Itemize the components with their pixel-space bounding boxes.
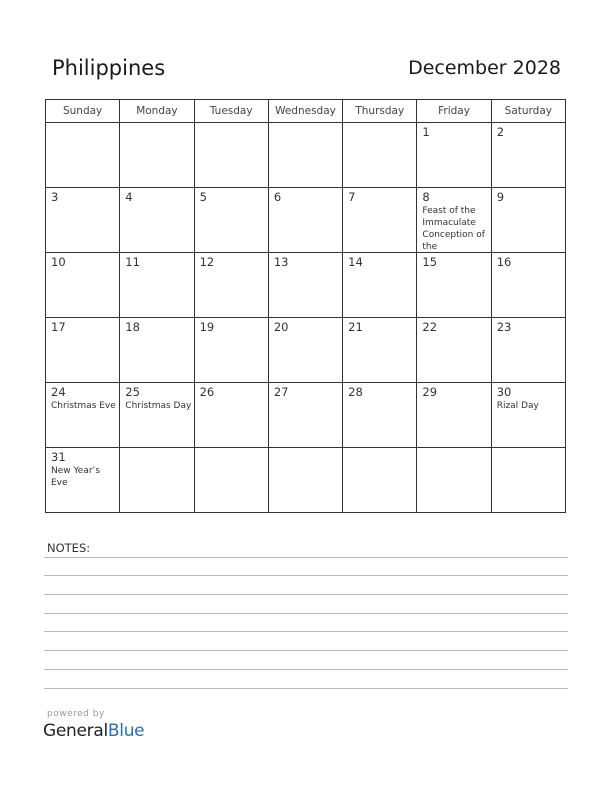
day-number: 7 bbox=[348, 190, 356, 204]
generalblue-logo[interactable] bbox=[43, 721, 144, 741]
note-line bbox=[44, 650, 568, 651]
day-cell bbox=[268, 318, 342, 383]
country-title: Philippines bbox=[52, 56, 166, 80]
day-cell bbox=[268, 448, 342, 513]
day-cell bbox=[268, 188, 342, 253]
day-cell bbox=[343, 383, 417, 448]
weekday-friday: Friday bbox=[417, 100, 491, 123]
weekday-thursday: Thursday bbox=[343, 100, 417, 123]
day-cell bbox=[268, 123, 342, 188]
day-number: 27 bbox=[273, 385, 289, 399]
day-number: 19 bbox=[199, 320, 215, 334]
week-row bbox=[46, 448, 566, 513]
day-number: 13 bbox=[273, 255, 289, 269]
day-cell bbox=[46, 448, 120, 513]
day-cell bbox=[46, 383, 120, 448]
logo-blue: Blue bbox=[107, 721, 145, 741]
day-cell bbox=[268, 383, 342, 448]
day-cell bbox=[417, 188, 491, 253]
day-number: 14 bbox=[348, 255, 363, 269]
day-cell bbox=[343, 253, 417, 318]
day-number: 22 bbox=[422, 320, 438, 334]
day-number: 25 bbox=[125, 385, 140, 399]
note-line bbox=[44, 631, 568, 632]
day-number: 5 bbox=[199, 190, 207, 204]
day-cell bbox=[491, 448, 565, 513]
day-number: 23 bbox=[496, 320, 512, 334]
day-number: 15 bbox=[422, 255, 438, 269]
day-cell bbox=[417, 318, 491, 383]
week-row bbox=[46, 383, 566, 448]
day-number: 21 bbox=[348, 320, 363, 334]
day-number: 12 bbox=[199, 255, 215, 269]
day-cell bbox=[343, 318, 417, 383]
note-line bbox=[44, 669, 568, 670]
month-title: December 2028 bbox=[408, 57, 561, 79]
day-cell bbox=[120, 253, 194, 318]
logo-general: General bbox=[43, 721, 108, 741]
day-number: 6 bbox=[273, 190, 282, 204]
holiday-label: Christmas Day bbox=[125, 401, 192, 411]
weekday-tuesday: Tuesday bbox=[194, 100, 268, 123]
day-cell bbox=[120, 318, 194, 383]
day-number: 10 bbox=[51, 255, 66, 269]
week-row bbox=[46, 318, 566, 383]
weekday-saturday: Saturday bbox=[491, 100, 565, 123]
note-line bbox=[44, 557, 568, 558]
holiday-clip bbox=[492, 399, 565, 447]
day-cell bbox=[491, 318, 565, 383]
day-number: 29 bbox=[422, 385, 438, 399]
day-cell bbox=[194, 123, 268, 188]
day-cell bbox=[46, 123, 120, 188]
holiday-clip bbox=[46, 464, 119, 512]
weekday-monday: Monday bbox=[120, 100, 194, 123]
calendar-body bbox=[46, 123, 566, 513]
holiday-label: Christmas Eve bbox=[51, 401, 116, 411]
day-cell bbox=[120, 383, 194, 448]
day-number: 2 bbox=[496, 125, 505, 139]
holiday-label: New Year’s Eve bbox=[51, 466, 101, 488]
day-cell bbox=[417, 383, 491, 448]
day-cell bbox=[194, 318, 268, 383]
day-cell bbox=[268, 253, 342, 318]
week-row bbox=[46, 123, 566, 188]
day-cell bbox=[491, 188, 565, 253]
week-row bbox=[46, 188, 566, 253]
powered-by-text: powered by bbox=[47, 709, 105, 719]
note-line bbox=[44, 594, 568, 595]
day-cell bbox=[417, 123, 491, 188]
day-cell bbox=[46, 318, 120, 383]
week-row bbox=[46, 253, 566, 318]
day-cell bbox=[46, 253, 120, 318]
day-cell bbox=[120, 448, 194, 513]
holiday-clip bbox=[120, 399, 193, 447]
day-number: 3 bbox=[51, 190, 59, 204]
day-cell bbox=[491, 253, 565, 318]
day-cell bbox=[120, 188, 194, 253]
day-cell bbox=[417, 253, 491, 318]
day-number: 30 bbox=[496, 385, 512, 399]
note-line bbox=[44, 575, 568, 576]
holiday-label: Feast of the Immaculate Conception of the bbox=[422, 206, 485, 252]
day-number: 4 bbox=[125, 190, 133, 204]
weekday-sunday: Sunday bbox=[46, 100, 120, 123]
day-cell bbox=[491, 383, 565, 448]
day-number: 17 bbox=[51, 320, 66, 334]
day-number: 20 bbox=[273, 320, 289, 334]
weekday-header-row bbox=[46, 100, 566, 123]
day-cell bbox=[194, 253, 268, 318]
day-cell bbox=[194, 383, 268, 448]
day-number: 31 bbox=[51, 450, 66, 464]
day-number: 28 bbox=[348, 385, 363, 399]
day-number: 11 bbox=[125, 255, 140, 269]
day-cell bbox=[343, 188, 417, 253]
holiday-label: Rizal Day bbox=[496, 401, 539, 411]
note-line bbox=[44, 688, 568, 689]
weekday-wednesday: Wednesday bbox=[268, 100, 342, 123]
day-number: 9 bbox=[496, 190, 505, 204]
holiday-clip bbox=[417, 204, 490, 252]
day-cell bbox=[194, 188, 268, 253]
day-number: 24 bbox=[51, 385, 66, 399]
day-cell bbox=[343, 123, 417, 188]
day-number: 18 bbox=[125, 320, 140, 334]
notes-label: NOTES: bbox=[47, 541, 91, 555]
holiday-clip bbox=[46, 399, 119, 447]
day-number: 8 bbox=[422, 190, 430, 204]
day-number: 1 bbox=[422, 125, 430, 139]
calendar-grid bbox=[45, 99, 566, 513]
day-cell bbox=[46, 188, 120, 253]
note-line bbox=[44, 613, 568, 614]
day-cell bbox=[417, 448, 491, 513]
day-number: 16 bbox=[496, 255, 512, 269]
day-number: 26 bbox=[199, 385, 215, 399]
day-cell bbox=[491, 123, 565, 188]
day-cell bbox=[120, 123, 194, 188]
day-cell bbox=[343, 448, 417, 513]
day-cell bbox=[194, 448, 268, 513]
